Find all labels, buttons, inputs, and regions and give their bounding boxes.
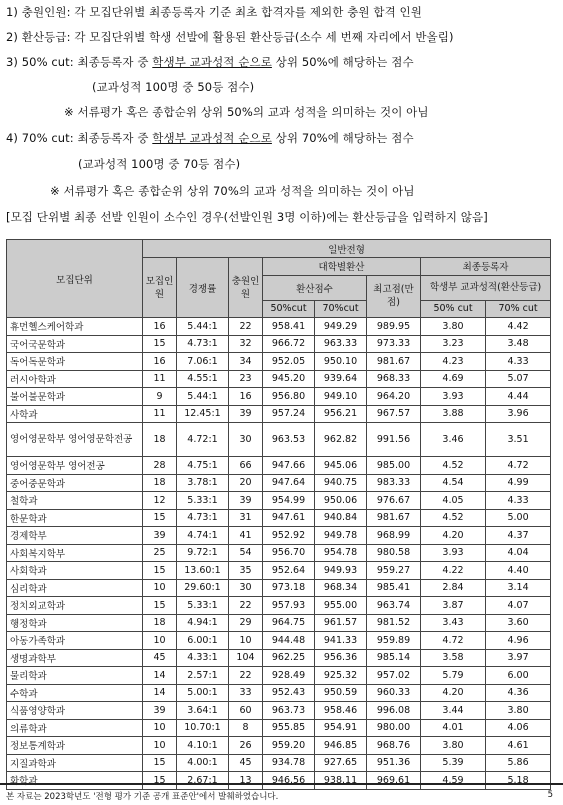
cell-g50: 2.84 bbox=[421, 579, 486, 597]
cell-n: 15 bbox=[143, 509, 177, 527]
header-final: 최종등록자 bbox=[421, 258, 551, 276]
note-3 bbox=[6, 54, 414, 70]
table-row bbox=[7, 684, 551, 702]
cell-g70: 3.97 bbox=[486, 649, 551, 667]
table-row bbox=[7, 632, 551, 650]
cell-rate: 4.10:1 bbox=[177, 737, 229, 755]
cell-name: 지질과학과 bbox=[7, 754, 143, 772]
cell-n: 15 bbox=[143, 772, 177, 790]
cell-add: 32 bbox=[229, 335, 263, 353]
table-row bbox=[7, 649, 551, 667]
header-score: 환산점수 bbox=[263, 275, 367, 300]
cell-n: 9 bbox=[143, 388, 177, 406]
table-row bbox=[7, 318, 551, 336]
cell-add: 45 bbox=[229, 754, 263, 772]
cell-top: 968.33 bbox=[367, 370, 421, 388]
table-row bbox=[7, 388, 551, 406]
cell-add: 8 bbox=[229, 719, 263, 737]
cell-name: 철학과 bbox=[7, 492, 143, 510]
cell-name: 경제학부 bbox=[7, 527, 143, 545]
cell-n: 18 bbox=[143, 614, 177, 632]
cell-add: 22 bbox=[229, 597, 263, 615]
header-general: 일반전형 bbox=[143, 240, 551, 258]
note-3-sub: (교과성적 100명 중 50등 점수) bbox=[92, 80, 255, 94]
cell-top: 951.36 bbox=[367, 754, 421, 772]
cell-g70: 3.96 bbox=[486, 405, 551, 423]
table-row bbox=[7, 353, 551, 371]
cell-top: 996.08 bbox=[367, 702, 421, 720]
cell-name: 국어국문학과 bbox=[7, 335, 143, 353]
cell-top: 973.33 bbox=[367, 335, 421, 353]
cell-g70: 3.60 bbox=[486, 614, 551, 632]
table-row bbox=[7, 527, 551, 545]
cell-g50: 3.88 bbox=[421, 405, 486, 423]
cell-rate: 4.75:1 bbox=[177, 457, 229, 475]
cell-s50: 944.48 bbox=[263, 632, 315, 650]
cell-name: 사학과 bbox=[7, 405, 143, 423]
table-row bbox=[7, 335, 551, 353]
table-row bbox=[7, 457, 551, 475]
cell-g50: 3.23 bbox=[421, 335, 486, 353]
cell-s50: 963.53 bbox=[263, 423, 315, 457]
cell-g70: 3.51 bbox=[486, 423, 551, 457]
cell-g50: 4.69 bbox=[421, 370, 486, 388]
cell-s70: 950.06 bbox=[315, 492, 367, 510]
cell-rate: 5.44:1 bbox=[177, 388, 229, 406]
table-row bbox=[7, 614, 551, 632]
cell-n: 15 bbox=[143, 335, 177, 353]
cell-s50: 956.80 bbox=[263, 388, 315, 406]
cell-top: 985.41 bbox=[367, 579, 421, 597]
cell-rate: 4.94:1 bbox=[177, 614, 229, 632]
table-row bbox=[7, 702, 551, 720]
note-4 bbox=[6, 130, 414, 146]
cell-rate: 9.72:1 bbox=[177, 544, 229, 562]
cell-add: 10 bbox=[229, 632, 263, 650]
cell-n: 15 bbox=[143, 597, 177, 615]
cell-name: 물리학과 bbox=[7, 667, 143, 685]
cell-name: 정치외교학과 bbox=[7, 597, 143, 615]
cell-rate: 7.06:1 bbox=[177, 353, 229, 371]
cell-g50: 4.72 bbox=[421, 632, 486, 650]
cell-n: 25 bbox=[143, 544, 177, 562]
cell-rate: 29.60:1 bbox=[177, 579, 229, 597]
cell-add: 66 bbox=[229, 457, 263, 475]
cell-n: 45 bbox=[143, 649, 177, 667]
cell-s50: 952.05 bbox=[263, 353, 315, 371]
cell-name: 생명과학부 bbox=[7, 649, 143, 667]
table-row bbox=[7, 719, 551, 737]
cell-top: 991.56 bbox=[367, 423, 421, 457]
cell-s50: 947.64 bbox=[263, 474, 315, 492]
cell-s50: 928.49 bbox=[263, 667, 315, 685]
cell-s70: 949.10 bbox=[315, 388, 367, 406]
footer bbox=[0, 783, 563, 802]
cell-n: 14 bbox=[143, 667, 177, 685]
cell-add: 23 bbox=[229, 370, 263, 388]
cell-add: 30 bbox=[229, 579, 263, 597]
cell-s50: 964.75 bbox=[263, 614, 315, 632]
cell-name: 독어독문학과 bbox=[7, 353, 143, 371]
cell-top: 989.95 bbox=[367, 318, 421, 336]
cell-g50: 4.52 bbox=[421, 509, 486, 527]
cell-s50: 952.92 bbox=[263, 527, 315, 545]
cell-n: 28 bbox=[143, 457, 177, 475]
cell-s50: 946.56 bbox=[263, 772, 315, 790]
cell-s70: 927.65 bbox=[315, 754, 367, 772]
cell-s50: 952.64 bbox=[263, 562, 315, 580]
cell-g70: 4.42 bbox=[486, 318, 551, 336]
cell-top: 967.57 bbox=[367, 405, 421, 423]
header-g70: 70% cut bbox=[486, 300, 551, 318]
cell-g70: 5.00 bbox=[486, 509, 551, 527]
header-grade-title: 학생부 교과성적(환산등급) bbox=[421, 275, 551, 300]
cell-name: 러시아학과 bbox=[7, 370, 143, 388]
cell-top: 981.67 bbox=[367, 509, 421, 527]
cell-s50: 954.99 bbox=[263, 492, 315, 510]
cell-g70: 5.07 bbox=[486, 370, 551, 388]
table-row bbox=[7, 423, 551, 457]
note-1: 1) 충원인원: 각 모집단위별 최종등록자 기준 최초 합격자를 제외한 충원 합격 인원 bbox=[6, 5, 422, 19]
cell-add: 54 bbox=[229, 544, 263, 562]
cell-s50: 957.93 bbox=[263, 597, 315, 615]
cell-g50: 4.54 bbox=[421, 474, 486, 492]
cell-top: 981.52 bbox=[367, 614, 421, 632]
cell-name: 심리학과 bbox=[7, 579, 143, 597]
cell-g50: 3.80 bbox=[421, 737, 486, 755]
cell-g70: 4.40 bbox=[486, 562, 551, 580]
cell-s70: 949.29 bbox=[315, 318, 367, 336]
cell-s70: 956.21 bbox=[315, 405, 367, 423]
cell-rate: 5.00:1 bbox=[177, 684, 229, 702]
cell-add: 30 bbox=[229, 423, 263, 457]
cell-g70: 4.44 bbox=[486, 388, 551, 406]
cell-n: 39 bbox=[143, 527, 177, 545]
cell-rate: 5.33:1 bbox=[177, 492, 229, 510]
cell-top: 960.33 bbox=[367, 684, 421, 702]
footer-text: 본 자료는 2023학년도 '전형 평가 기준 공개 표준안'에서 발췌하였습니다. bbox=[6, 792, 279, 802]
table-row bbox=[7, 772, 551, 790]
cell-s70: 940.75 bbox=[315, 474, 367, 492]
cell-rate: 12.45:1 bbox=[177, 405, 229, 423]
cell-s50: 957.24 bbox=[263, 405, 315, 423]
table-row bbox=[7, 509, 551, 527]
cell-n: 18 bbox=[143, 423, 177, 457]
cell-s70: 950.10 bbox=[315, 353, 367, 371]
cell-rate: 4.73:1 bbox=[177, 509, 229, 527]
table-row bbox=[7, 579, 551, 597]
cell-g70: 4.99 bbox=[486, 474, 551, 492]
cell-top: 957.02 bbox=[367, 667, 421, 685]
cell-rate: 4.00:1 bbox=[177, 754, 229, 772]
cell-s70: 955.00 bbox=[315, 597, 367, 615]
note-4-pre: 4) 70% cut: 최종등록자 중 bbox=[6, 131, 153, 145]
cell-top: 968.76 bbox=[367, 737, 421, 755]
cell-rate: 2.67:1 bbox=[177, 772, 229, 790]
page-number: 5 bbox=[547, 790, 553, 800]
cell-g50: 3.58 bbox=[421, 649, 486, 667]
cell-g50: 3.87 bbox=[421, 597, 486, 615]
cell-top: 969.61 bbox=[367, 772, 421, 790]
cell-name: 한문학과 bbox=[7, 509, 143, 527]
cell-g50: 5.39 bbox=[421, 754, 486, 772]
note-3-underline: 학생부 교과성적 순으로 bbox=[152, 55, 272, 69]
cell-g70: 6.00 bbox=[486, 667, 551, 685]
cell-g70: 4.72 bbox=[486, 457, 551, 475]
cell-g70: 3.14 bbox=[486, 579, 551, 597]
cell-s50: 934.78 bbox=[263, 754, 315, 772]
cell-add: 34 bbox=[229, 353, 263, 371]
table-row bbox=[7, 597, 551, 615]
header-competition: 경쟁률 bbox=[177, 258, 229, 318]
header-recruit: 모집인원 bbox=[143, 258, 177, 318]
table-row bbox=[7, 492, 551, 510]
note-4-remark: ※ 서류평가 혹은 종합순위 상위 70%의 교과 성적을 의미하는 것이 아님 bbox=[50, 184, 415, 198]
cell-s70: 968.34 bbox=[315, 579, 367, 597]
cell-g70: 3.48 bbox=[486, 335, 551, 353]
note-3-post: 상위 50%에 해당하는 점수 bbox=[271, 55, 414, 69]
cell-s50: 956.70 bbox=[263, 544, 315, 562]
cell-g70: 4.36 bbox=[486, 684, 551, 702]
note-4-underline: 학생부 교과성적 순으로 bbox=[152, 131, 272, 145]
cell-rate: 3.64:1 bbox=[177, 702, 229, 720]
cell-g70: 4.33 bbox=[486, 353, 551, 371]
cell-rate: 4.33:1 bbox=[177, 649, 229, 667]
cell-s70: 939.64 bbox=[315, 370, 367, 388]
cell-n: 15 bbox=[143, 754, 177, 772]
cell-g70: 4.06 bbox=[486, 719, 551, 737]
cell-s50: 945.20 bbox=[263, 370, 315, 388]
header-lowest: 최고점(만점) bbox=[367, 275, 421, 318]
table-body bbox=[7, 318, 551, 790]
header-g50: 50% cut bbox=[421, 300, 486, 318]
cell-n: 18 bbox=[143, 474, 177, 492]
cell-name: 사회복지학부 bbox=[7, 544, 143, 562]
cell-add: 104 bbox=[229, 649, 263, 667]
cell-add: 60 bbox=[229, 702, 263, 720]
cell-s70: 949.78 bbox=[315, 527, 367, 545]
header-unit: 모집단위 bbox=[7, 240, 143, 318]
cell-top: 985.00 bbox=[367, 457, 421, 475]
table-row bbox=[7, 562, 551, 580]
table-row bbox=[7, 474, 551, 492]
cell-rate: 4.73:1 bbox=[177, 335, 229, 353]
cell-g50: 3.46 bbox=[421, 423, 486, 457]
table-row bbox=[7, 544, 551, 562]
cell-n: 15 bbox=[143, 562, 177, 580]
cell-rate: 10.70:1 bbox=[177, 719, 229, 737]
note-3-pre: 3) 50% cut: 최종등록자 중 bbox=[6, 55, 153, 69]
cell-rate: 4.72:1 bbox=[177, 423, 229, 457]
cell-rate: 6.00:1 bbox=[177, 632, 229, 650]
cell-s50: 966.72 bbox=[263, 335, 315, 353]
cell-s70: 962.82 bbox=[315, 423, 367, 457]
cell-s50: 973.18 bbox=[263, 579, 315, 597]
cell-top: 968.99 bbox=[367, 527, 421, 545]
admission-table bbox=[6, 239, 550, 790]
cell-add: 35 bbox=[229, 562, 263, 580]
cell-g50: 4.01 bbox=[421, 719, 486, 737]
cell-top: 980.58 bbox=[367, 544, 421, 562]
bracket-note: [모집 단위별 최종 선발 인원이 소수인 경우(선발인원 3명 이하)에는 환산등급을 입력하지 않음] bbox=[6, 210, 488, 224]
cell-rate: 5.33:1 bbox=[177, 597, 229, 615]
cell-g50: 3.44 bbox=[421, 702, 486, 720]
cell-g70: 4.33 bbox=[486, 492, 551, 510]
cell-s50: 952.43 bbox=[263, 684, 315, 702]
table-row bbox=[7, 667, 551, 685]
cell-g50: 4.22 bbox=[421, 562, 486, 580]
cell-name: 영어영문학부 영어영문학전공 bbox=[7, 423, 143, 457]
cell-g50: 4.20 bbox=[421, 527, 486, 545]
cell-rate: 4.74:1 bbox=[177, 527, 229, 545]
cell-rate: 2.57:1 bbox=[177, 667, 229, 685]
cell-add: 41 bbox=[229, 527, 263, 545]
header-additional: 충원인원 bbox=[229, 258, 263, 318]
cell-g70: 4.96 bbox=[486, 632, 551, 650]
cell-g50: 4.23 bbox=[421, 353, 486, 371]
cell-s70: 954.78 bbox=[315, 544, 367, 562]
cell-s70: 950.59 bbox=[315, 684, 367, 702]
cell-n: 10 bbox=[143, 579, 177, 597]
cell-g70: 4.61 bbox=[486, 737, 551, 755]
cell-s70: 925.32 bbox=[315, 667, 367, 685]
cell-name: 영어영문학부 영어전공 bbox=[7, 457, 143, 475]
cell-rate: 13.60:1 bbox=[177, 562, 229, 580]
cell-add: 39 bbox=[229, 492, 263, 510]
cell-g50: 3.93 bbox=[421, 544, 486, 562]
cell-g70: 4.37 bbox=[486, 527, 551, 545]
cell-g50: 5.79 bbox=[421, 667, 486, 685]
header-cut70: 70%cut bbox=[315, 300, 367, 318]
cell-n: 16 bbox=[143, 353, 177, 371]
cell-s50: 963.73 bbox=[263, 702, 315, 720]
cell-g50: 4.20 bbox=[421, 684, 486, 702]
cell-name: 식품영양학과 bbox=[7, 702, 143, 720]
cell-name: 행정학과 bbox=[7, 614, 143, 632]
cell-add: 31 bbox=[229, 509, 263, 527]
cell-s50: 962.25 bbox=[263, 649, 315, 667]
cell-add: 20 bbox=[229, 474, 263, 492]
table-row bbox=[7, 754, 551, 772]
note-4-post: 상위 70%에 해당하는 점수 bbox=[271, 131, 414, 145]
cell-top: 959.89 bbox=[367, 632, 421, 650]
cell-top: 963.74 bbox=[367, 597, 421, 615]
cell-add: 22 bbox=[229, 667, 263, 685]
cell-g70: 4.04 bbox=[486, 544, 551, 562]
cell-name: 의류학과 bbox=[7, 719, 143, 737]
cell-n: 14 bbox=[143, 684, 177, 702]
cell-name: 정보통계학과 bbox=[7, 737, 143, 755]
cell-s50: 947.61 bbox=[263, 509, 315, 527]
cell-g70: 4.07 bbox=[486, 597, 551, 615]
cell-n: 12 bbox=[143, 492, 177, 510]
cell-top: 959.27 bbox=[367, 562, 421, 580]
cell-name: 아동가족학과 bbox=[7, 632, 143, 650]
cell-n: 39 bbox=[143, 702, 177, 720]
cell-n: 10 bbox=[143, 632, 177, 650]
cell-s70: 954.91 bbox=[315, 719, 367, 737]
cell-s50: 958.41 bbox=[263, 318, 315, 336]
cell-s50: 947.66 bbox=[263, 457, 315, 475]
cell-s70: 940.84 bbox=[315, 509, 367, 527]
cell-s70: 958.46 bbox=[315, 702, 367, 720]
cell-rate: 3.78:1 bbox=[177, 474, 229, 492]
cell-n: 11 bbox=[143, 405, 177, 423]
cell-s50: 959.20 bbox=[263, 737, 315, 755]
cell-rate: 5.44:1 bbox=[177, 318, 229, 336]
cell-add: 33 bbox=[229, 684, 263, 702]
cell-top: 985.14 bbox=[367, 649, 421, 667]
table-row bbox=[7, 737, 551, 755]
cell-n: 10 bbox=[143, 737, 177, 755]
cell-add: 39 bbox=[229, 405, 263, 423]
cell-top: 976.67 bbox=[367, 492, 421, 510]
cell-g50: 3.80 bbox=[421, 318, 486, 336]
cell-name: 불어불문학과 bbox=[7, 388, 143, 406]
table-row bbox=[7, 405, 551, 423]
cell-s70: 961.57 bbox=[315, 614, 367, 632]
note-4-sub: (교과성적 100명 중 70등 점수) bbox=[78, 157, 241, 171]
cell-add: 22 bbox=[229, 318, 263, 336]
cell-g50: 4.05 bbox=[421, 492, 486, 510]
header-cut50: 50%cut bbox=[263, 300, 315, 318]
cell-rate: 4.55:1 bbox=[177, 370, 229, 388]
cell-s70: 963.33 bbox=[315, 335, 367, 353]
cell-name: 중어중문학과 bbox=[7, 474, 143, 492]
cell-s50: 955.85 bbox=[263, 719, 315, 737]
cell-s70: 946.85 bbox=[315, 737, 367, 755]
cell-name: 수학과 bbox=[7, 684, 143, 702]
table-row bbox=[7, 370, 551, 388]
cell-n: 11 bbox=[143, 370, 177, 388]
cell-add: 29 bbox=[229, 614, 263, 632]
cell-s70: 945.06 bbox=[315, 457, 367, 475]
cell-g70: 3.80 bbox=[486, 702, 551, 720]
cell-n: 10 bbox=[143, 719, 177, 737]
cell-g50: 3.43 bbox=[421, 614, 486, 632]
note-3-remark: ※ 서류평가 혹은 종합순위 상위 50%의 교과 성적을 의미하는 것이 아님 bbox=[64, 105, 429, 119]
cell-s70: 938.11 bbox=[315, 772, 367, 790]
cell-g70: 5.18 bbox=[486, 772, 551, 790]
cell-top: 983.33 bbox=[367, 474, 421, 492]
cell-add: 16 bbox=[229, 388, 263, 406]
cell-top: 980.00 bbox=[367, 719, 421, 737]
cell-s70: 941.33 bbox=[315, 632, 367, 650]
header-univ-score: 대학별환산 bbox=[263, 258, 421, 276]
cell-name: 화학과 bbox=[7, 772, 143, 790]
cell-g50: 3.93 bbox=[421, 388, 486, 406]
cell-s70: 949.93 bbox=[315, 562, 367, 580]
cell-g70: 5.86 bbox=[486, 754, 551, 772]
cell-add: 13 bbox=[229, 772, 263, 790]
cell-n: 16 bbox=[143, 318, 177, 336]
cell-name: 휴먼헬스케어학과 bbox=[7, 318, 143, 336]
cell-g50: 4.52 bbox=[421, 457, 486, 475]
cell-top: 964.20 bbox=[367, 388, 421, 406]
cell-add: 26 bbox=[229, 737, 263, 755]
note-2: 2) 환산등급: 각 모집단위별 학생 선발에 활용된 환산등급(소수 세 번째 자리에서 반올림) bbox=[6, 30, 454, 44]
cell-top: 981.67 bbox=[367, 353, 421, 371]
cell-s70: 956.36 bbox=[315, 649, 367, 667]
cell-g50: 4.59 bbox=[421, 772, 486, 790]
cell-name: 사회학과 bbox=[7, 562, 143, 580]
